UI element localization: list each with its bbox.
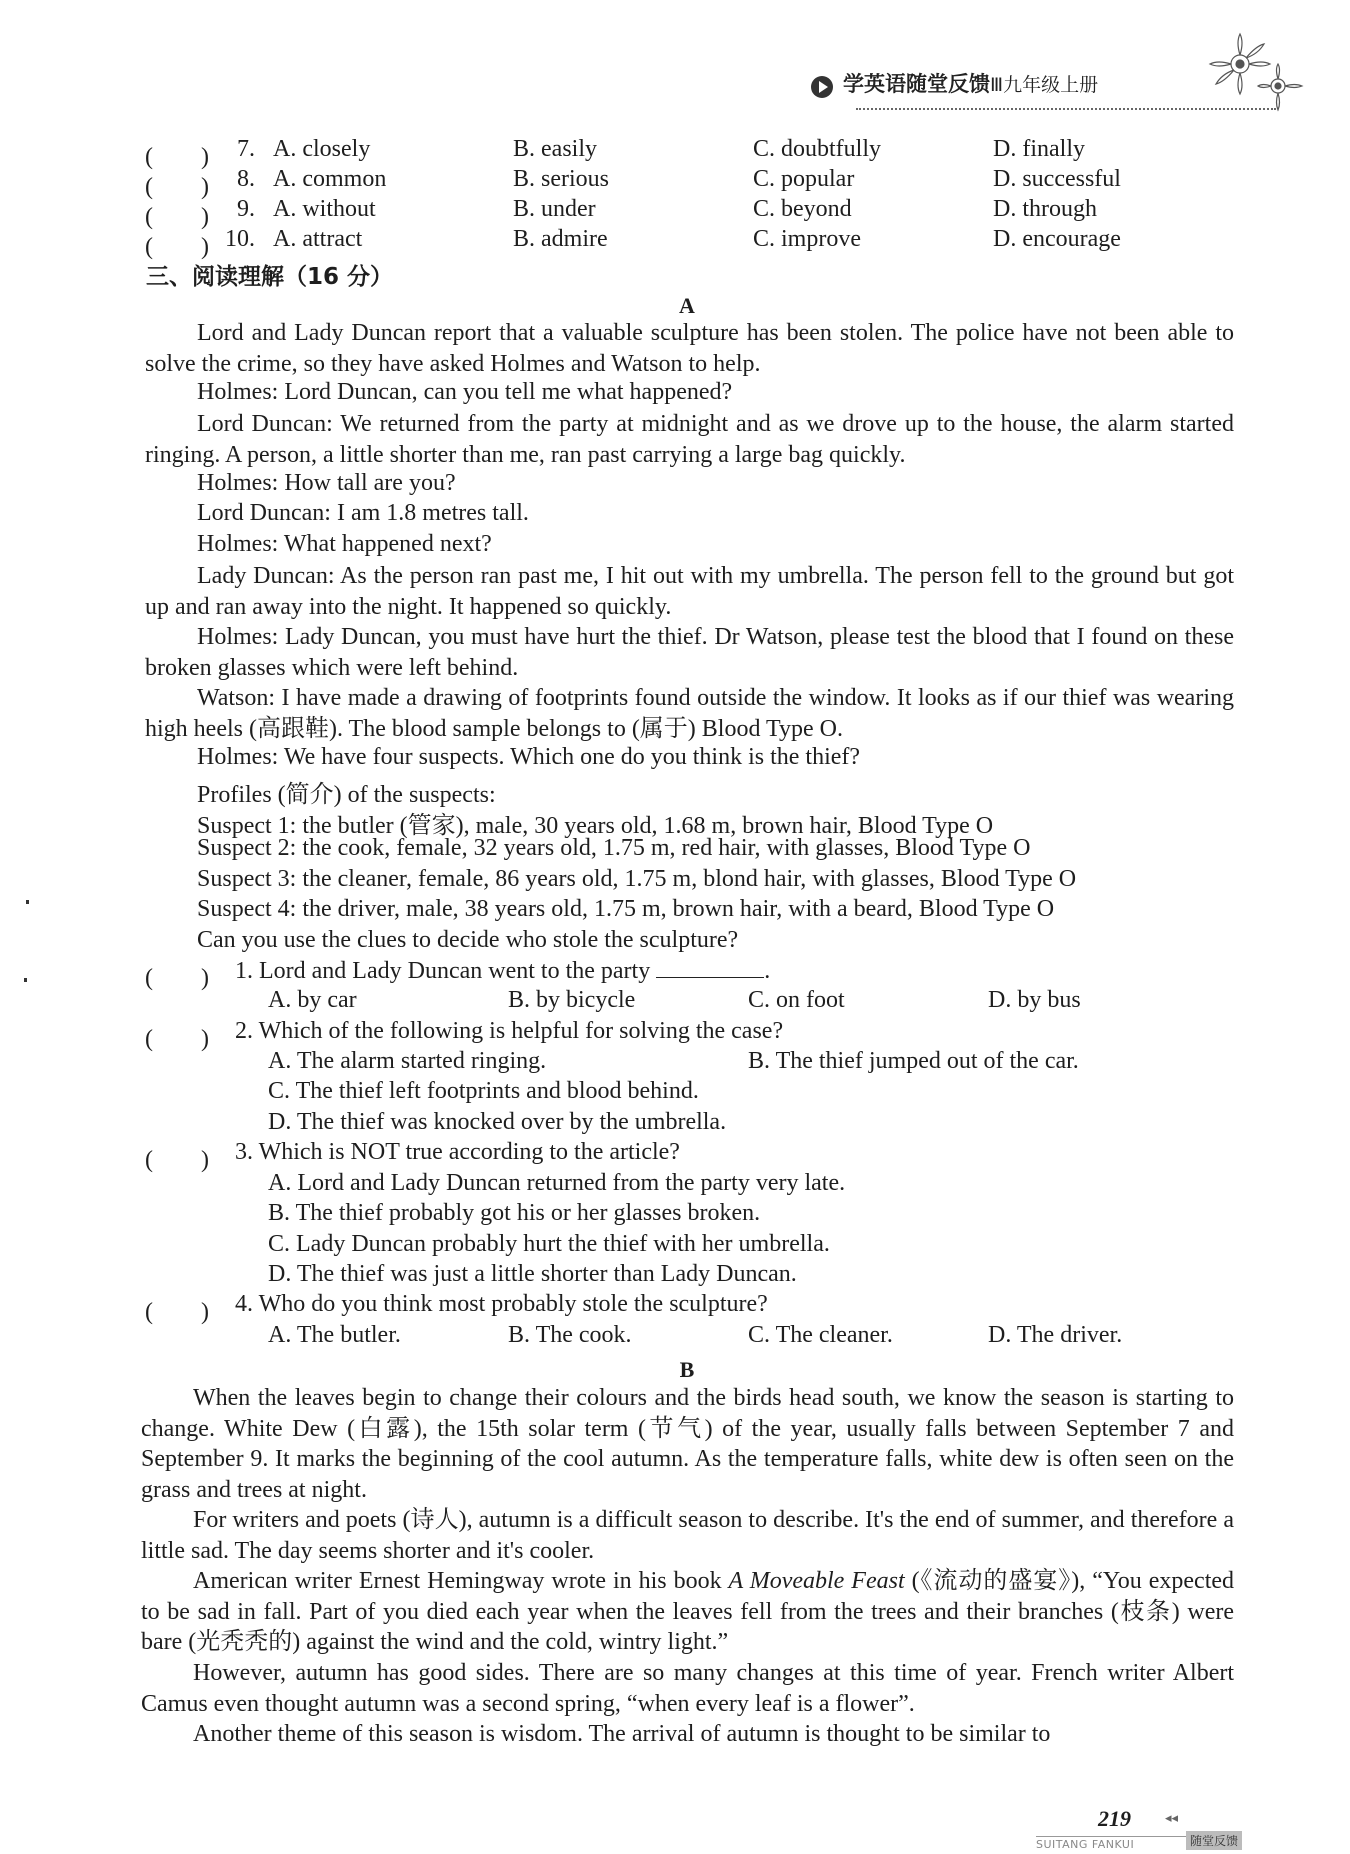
answer-paren[interactable]: ( )	[145, 1026, 209, 1052]
question-number: 10.	[225, 226, 255, 252]
option-a: A. Lord and Lady Duncan returned from the party very late.	[268, 1170, 846, 1196]
option-d: D. successful	[993, 166, 1121, 192]
suspect-profile: Suspect 3: the cleaner, female, 86 years old, 1.75 m, blond hair, with glasses, Blood Type O	[197, 866, 1077, 892]
play-icon	[811, 76, 833, 98]
dialogue-line: Lord Duncan: I am 1.8 metres tall.	[197, 500, 529, 526]
answer-blank[interactable]	[656, 957, 764, 978]
option-d: D. encourage	[993, 226, 1121, 252]
question-text: 1. Lord and Lady Duncan went to the party	[235, 958, 651, 984]
paragraph-text: (《流动的盛宴》), “You expected to be sad in fall. Part of you died each year when the leaves fell from the trees and their branches (枝条) were bare (光秃秃的) against the wind and the cold, wintry light.”	[141, 1568, 1235, 1655]
option-c: C. Lady Duncan probably hurt the thief with her umbrella.	[268, 1231, 830, 1257]
passage-b-paragraph: When the leaves begin to change their colours and the birds head south, we know the season is starting to change. White Dew (白露), the 15th solar term (节气) of the year, usually falls between September 7 and September 9. It marks the beginning of the cool autumn. As the temperature falls, white dew is often seen on the grass and trees at night.	[141, 1385, 1234, 1503]
series-name-en: SUITANG FANKUI	[1036, 1838, 1135, 1851]
option-a: A. by car	[268, 987, 357, 1013]
book-title-italic: A Moveable Feast	[728, 1568, 905, 1594]
option-c: C. The cleaner.	[748, 1322, 893, 1348]
answer-paren[interactable]: ( )	[145, 144, 209, 170]
option-c: C. improve	[753, 226, 861, 252]
question-number: 8.	[237, 166, 255, 192]
section-heading: 三、阅读理解（16 分）	[146, 264, 394, 290]
answer-paren[interactable]: ( )	[145, 204, 209, 230]
option-a: A. closely	[273, 136, 371, 162]
option-a: A. attract	[273, 226, 363, 252]
option-b: B. easily	[513, 136, 597, 162]
option-b: B. admire	[513, 226, 608, 252]
passage-b-paragraph: Another theme of this season is wisdom. The arrival of autumn is thought to be similar to	[193, 1721, 1051, 1747]
passage-b-paragraph: For writers and poets (诗人), autumn is a difficult season to describe. It's the end of summer, and therefore a little sad. The day seems shorter and it's cooler.	[141, 1507, 1234, 1564]
passage-a-question-prompt: Can you use the clues to decide who stole the sculpture?	[197, 927, 739, 953]
book-title	[843, 68, 1098, 98]
dialogue-line: Holmes: We have four suspects. Which one do you think is the thief?	[197, 744, 861, 770]
passage-a-letter: A	[679, 293, 695, 318]
profiles-heading: Profiles (简介) of the suspects:	[197, 782, 496, 808]
dialogue-line: Holmes: How tall are you?	[197, 470, 456, 496]
book-title-sub: Ⅲ九年级上册	[990, 74, 1099, 96]
passage-b-paragraph	[141, 1566, 1234, 1658]
option-d: D. The thief was knocked over by the umbrella.	[268, 1109, 727, 1135]
question-end: .	[764, 958, 771, 984]
option-b: B. The cook.	[508, 1322, 632, 1348]
passage-a-paragraph: Holmes: Lady Duncan, you must have hurt the thief. Dr Watson, please test the blood that I found on these broken glasses which were left behind.	[145, 624, 1234, 681]
paragraph-text: American writer Ernest Hemingway wrote in his book	[193, 1568, 729, 1594]
book-title-main: 学英语随堂反馈	[843, 72, 990, 96]
option-d: D. The thief was just a little shorter than Lady Duncan.	[268, 1261, 797, 1287]
series-name-cn: 随堂反馈	[1186, 1831, 1242, 1850]
suspect-profile: Suspect 2: the cook, female, 32 years old, 1.75 m, red hair, with glasses, Blood Type O	[197, 835, 1031, 861]
answer-paren[interactable]: ( )	[145, 174, 209, 200]
option-d: D. The driver.	[988, 1322, 1123, 1348]
option-a: A. common	[273, 166, 387, 192]
option-a: A. The alarm started ringing.	[268, 1048, 547, 1074]
passage-b-paragraph: However, autumn has good sides. There are so many changes at this time of year. French writer Albert Camus even thought autumn was a second spring, “when every leaf is a flower”.	[141, 1660, 1234, 1717]
question-3	[145, 1139, 1245, 1173]
page-number: 219	[1098, 1806, 1131, 1831]
passage-a-paragraph: Lady Duncan: As the person ran past me, I hit out with my umbrella. The person fell to the ground but got up and ran away into the night. It happened so quickly.	[145, 563, 1234, 620]
suspect-profile: Suspect 4: the driver, male, 38 years old, 1.75 m, brown hair, with a beard, Blood Type O	[197, 896, 1055, 922]
option-c: C. popular	[753, 166, 855, 192]
dialogue-line: Holmes: What happened next?	[197, 531, 492, 557]
option-b: B. under	[513, 196, 596, 222]
option-c: C. doubtfully	[753, 136, 882, 162]
option-b: B. by bicycle	[508, 987, 636, 1013]
arrow-left-icon: ◂◂	[1165, 1810, 1179, 1825]
passage-b-letter: B	[679, 1357, 695, 1382]
question-1	[145, 957, 1245, 991]
option-a: A. The butler.	[268, 1322, 401, 1348]
question-text: 4. Who do you think most probably stole the sculpture?	[235, 1291, 768, 1317]
question-text: 2. Which of the following is helpful for solving the case?	[235, 1018, 784, 1044]
answer-paren[interactable]: ( )	[145, 1147, 209, 1173]
dialogue-line: Holmes: Lord Duncan, can you tell me what happened?	[197, 379, 733, 405]
passage-a-paragraph: Lord Duncan: We returned from the party at midnight and as we drove up to the house, the alarm started ringing. A person, a little shorter than me, ran past carrying a large bag quickly.	[145, 411, 1234, 468]
option-b: B. The thief jumped out of the car.	[748, 1048, 1079, 1074]
suspect-profile: Suspect 1: the butler (管家), male, 30 years old, 1.68 m, brown hair, Blood Type O	[197, 813, 994, 839]
answer-paren[interactable]: ( )	[145, 1299, 209, 1325]
flower-ornament-icon	[1200, 24, 1310, 114]
option-b: B. The thief probably got his or her glasses broken.	[268, 1200, 761, 1226]
option-d: D. by bus	[988, 987, 1081, 1013]
option-a: A. without	[273, 196, 376, 222]
option-d: D. finally	[993, 136, 1085, 162]
passage-a-paragraph: Watson: I have made a drawing of footprints found outside the window. It looks as if our thief was wearing high heels (高跟鞋). The blood sample belongs to (属于) Blood Type O.	[145, 685, 1234, 742]
option-c: C. beyond	[753, 196, 852, 222]
scan-mark	[24, 978, 27, 982]
option-c: C. on foot	[748, 987, 845, 1013]
passage-a-paragraph: Lord and Lady Duncan report that a valuable sculpture has been stolen. The police have not been able to solve the crime, so they have asked Holmes and Watson to help.	[145, 320, 1234, 377]
scan-mark	[26, 900, 29, 904]
question-number: 7.	[237, 136, 255, 162]
option-d: D. through	[993, 196, 1097, 222]
option-b: B. serious	[513, 166, 609, 192]
option-c: C. The thief left footprints and blood behind.	[268, 1078, 699, 1104]
answer-paren[interactable]: ( )	[145, 965, 209, 991]
question-text: 3. Which is NOT true according to the article?	[235, 1139, 680, 1165]
answer-paren[interactable]: ( )	[145, 234, 209, 260]
question-number: 9.	[237, 196, 255, 222]
question-4	[145, 1291, 1245, 1325]
question-stem	[235, 957, 770, 985]
question-2	[145, 1018, 1245, 1052]
